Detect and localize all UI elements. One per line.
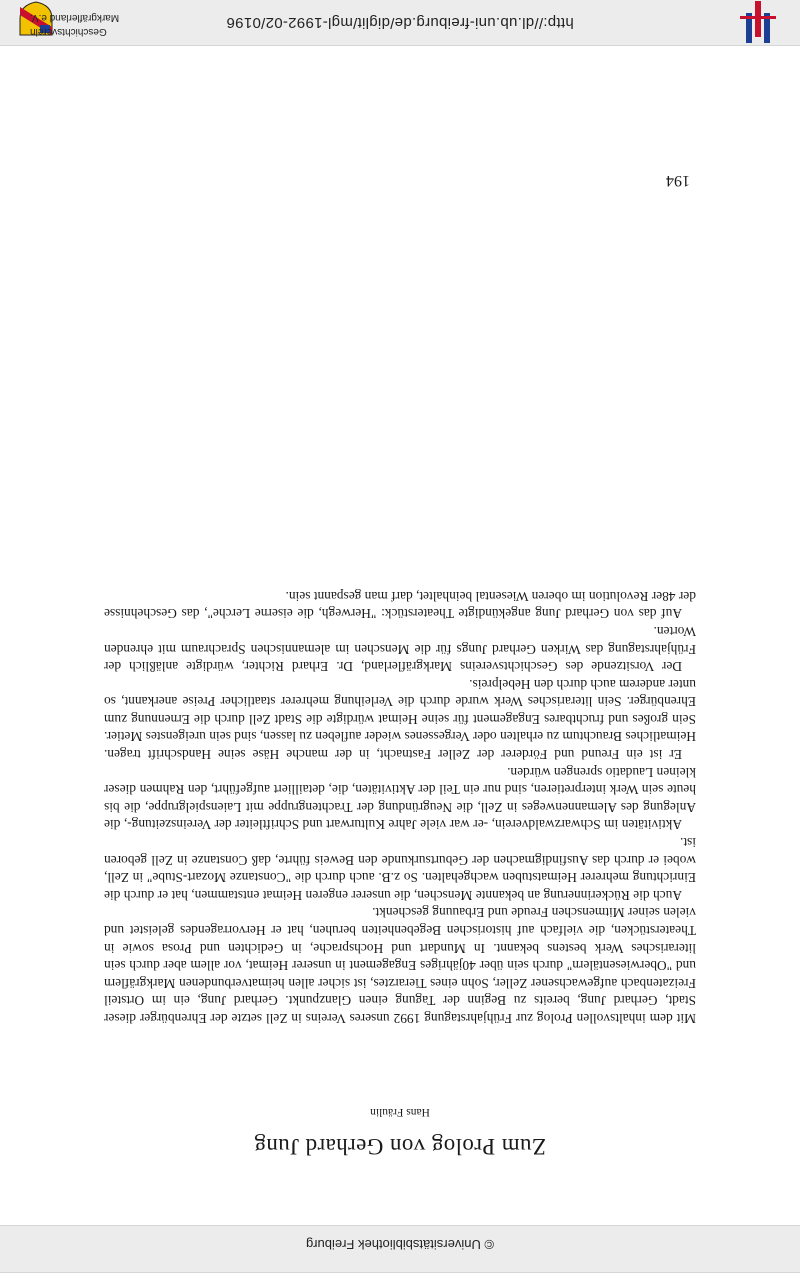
paragraph: Mit dem inhaltsvollen Prolog zur Frühjahrstagung 1992 unseres Vereins in Zell setzte der Ehrenbürger dieser Stadt, Gerhard Jung, bereits zu Beginn der Tagung einen Glanzpunkt. Gerhard Jung, ein im Ortsteil Freizatenbach aufgewachsener Zeller, Sohn eines Tierarztes, ist sicher allen heimatverbundenen Markgräflern und "Oberwiesentälern" durch sein über 40jähriges Engagement in unserer Heimat, vor allem aber durch sein literarisches Werk bestens bekannt. In Mundart und Hochsprache, in Gedichten und Prosa sowie in Theaterstücken, die vielfach auf historischen Begebenheiten beruhen, hat er Hervorragendes geleistet und vielen seiner Mitmenschen Freude und Erbauung geschenkt. [104, 905, 696, 1026]
society-name: Geschichtsverein [30, 26, 107, 37]
copyright-bar [0, 1225, 800, 1273]
paragraph: Er ist ein Freund und Förderer der Zeller Fastnacht, in der manche Häse seine Handschrift tragen. Heimatliches Brauchtum zu erhalten oder Vergessenes wieder aufleben zu lassen, sind sein ureigenstes Metier. Sein großes und fruchtbares Engagement für seine Heimat würdigte die Stadt Zell durch die Ernennung zum Ehrenbürger. Sein literarisches Werk wurde durch die Verleihung mehrerer staatlicher Preise anerkannt, so unter anderem auch durch den Hebelpreis. [104, 676, 696, 763]
article-title: Zum Prolog von Gerhard Jung [254, 1134, 546, 1159]
paragraph: Auch die Rückerinnerung an bekannte Menschen, die unserer engeren Heimat entstammen, hat er durch die Einrichtung mehrerer Heimatstuben wachgehalten. So z.B. auch durch die "Constanze Mozart-Stube" in Zell, wobei er durch das Ausfindigmachen der Geburtsurkunde den Beweis führte, daß Constanze in Zell geboren ist. [104, 835, 696, 903]
ub-freiburg-logo-icon [738, 1, 778, 43]
society-subtitle: Markgräflerland e.V. [30, 12, 120, 23]
header-bar [0, 0, 800, 46]
article-author: Hans Fräulin [370, 1106, 430, 1118]
page-number: 194 [666, 172, 690, 189]
paragraph: Der Vorsitzende des Geschichtsvereins Markgräflerland, Dr. Erhard Richter, würdigte anläßlich der Frühjahrstagung das Wirken Gerhard Jungs für die Menschen im alemannischen Sprachraum mit ehrenden Worten. [104, 623, 696, 675]
permalink-url[interactable]: http://dl.ub.uni-freiburg.de/diglit/mgl-1992-02/0196 [226, 14, 574, 31]
article-body [104, 587, 696, 1027]
copyright-text: © Universitätsbibliothek Freiburg [305, 1237, 495, 1252]
paragraph: Auf das von Gerhard Jung angekündigte Theaterstück: "Herwegh, die eiserne Lerche", das Geschehnisse der 48er Revolution im oberen Wiesental beinhaltet, darf man gespannt sein. [104, 588, 696, 622]
paragraph: Aktivitäten im Schwarzwaldverein, -er war viele Jahre Kulturwart und Schriftleiter der Vereinszeitung-, die Anlegung des Alemannenweges in Zell, die Neugründung der Trachtengruppe mit Laienspielgruppe, die bis heute sein Werk interpretieren, sind nur ein Teil der Aktivitäten, die, detailliert aufgeführt, den Rahmen dieser kleinen Laudatio sprengen würden. [104, 764, 696, 833]
